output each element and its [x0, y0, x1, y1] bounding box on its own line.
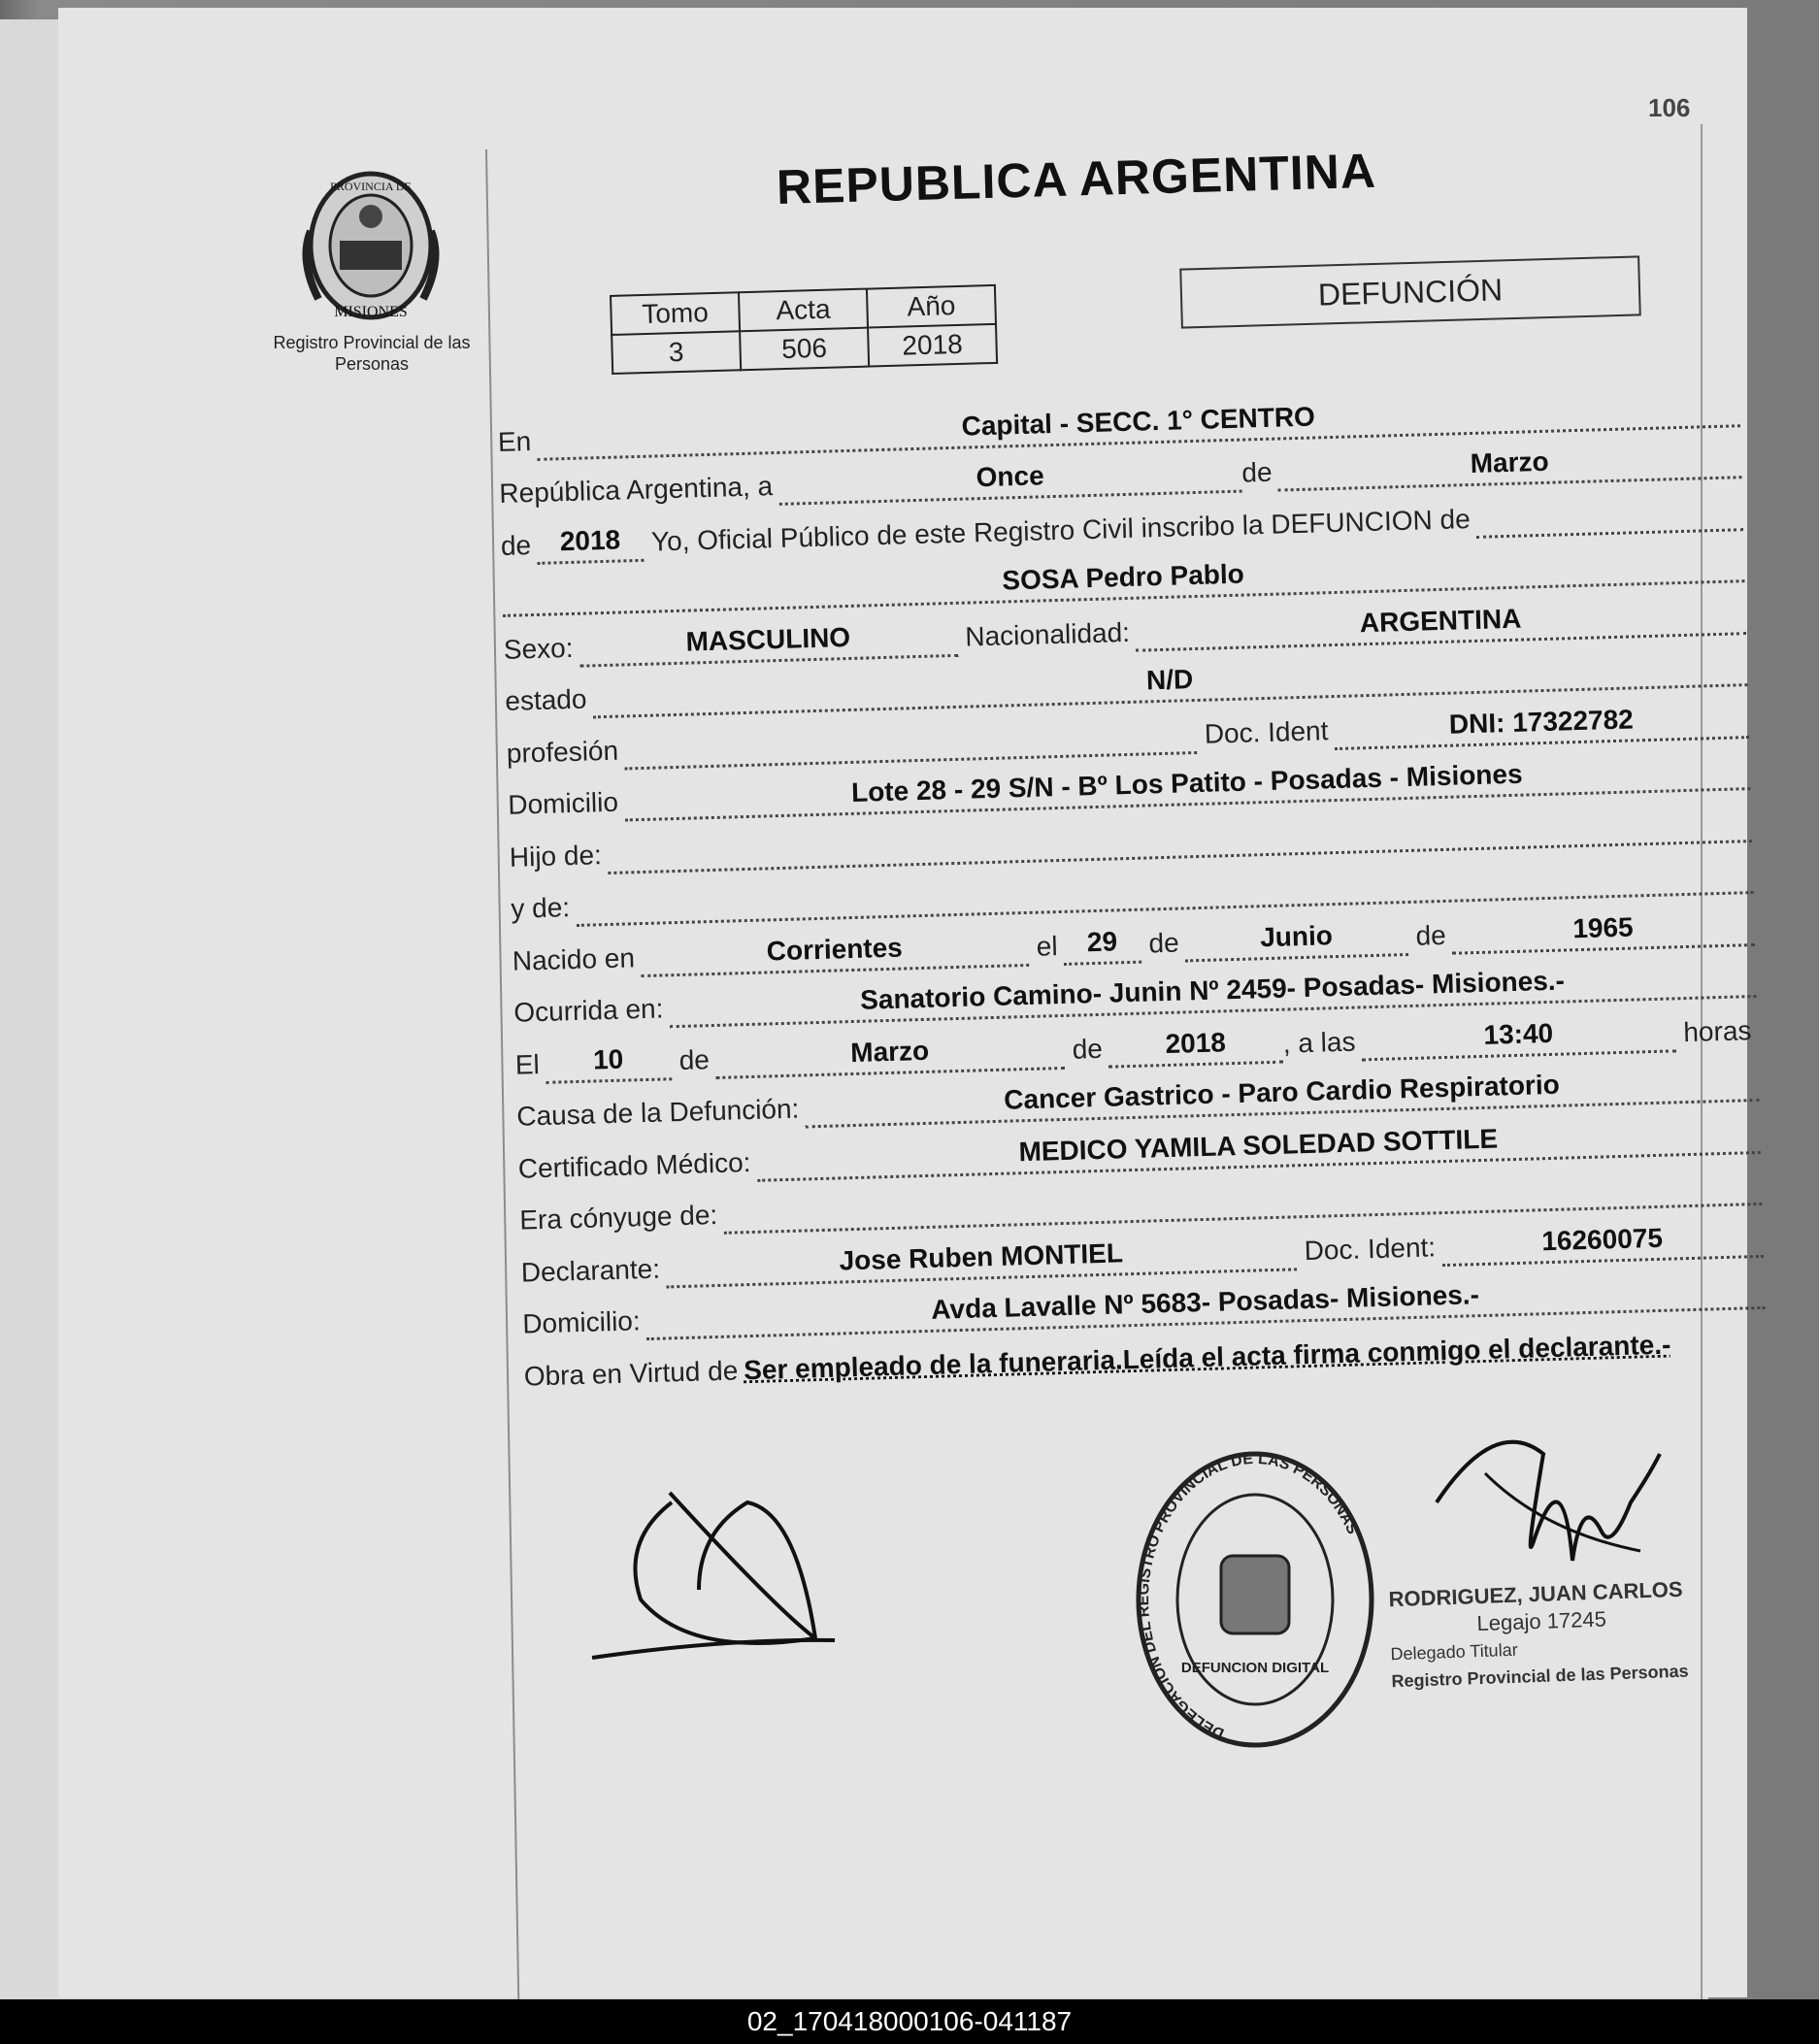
acta-value-tomo: 3 — [612, 331, 741, 374]
estado-value: N/D — [592, 648, 1748, 718]
document-type-box: DEFUNCIÓN — [1179, 255, 1641, 328]
sexo-value: MASCULINO — [579, 618, 958, 667]
page-title: REPUBLICA ARGENTINA — [776, 143, 1377, 214]
certificado-label: Certificado Médico: — [517, 1146, 751, 1184]
certificate-form — [497, 375, 1767, 1396]
nacido-value: Corrientes — [640, 928, 1029, 976]
official-name: RODRIGUEZ, JUAN CARLOS — [1388, 1576, 1684, 1612]
nac-dia: 29 — [1063, 925, 1141, 965]
mes-value: Marzo — [1277, 441, 1741, 491]
obra-value: Ser empleado de la funeraria.Leída el acta firma conmigo el declarante.- — [743, 1329, 1671, 1385]
de-label: de — [1240, 456, 1273, 488]
declarante-value: Jose Ruben MONTIEL — [665, 1233, 1297, 1288]
declarant-signature-icon — [582, 1473, 854, 1667]
file-id-footer: 02_170418000106-041187 — [0, 1999, 1819, 2044]
ocurrida-label: Ocurrida en: — [513, 993, 664, 1028]
svg-text:MISIONES: MISIONES — [334, 304, 408, 320]
de2-label: de — [500, 529, 532, 561]
registro-label: Registro Provincial de las Personas — [273, 333, 471, 374]
acta-table — [610, 284, 998, 375]
svg-text:DELEGACION DEL REGISTRO PROVIN: DELEGACION DEL REGISTRO PROVINCIAL DE LAS PERSONAS — [1136, 1450, 1361, 1742]
nacionalidad-label: Nacionalidad: — [964, 616, 1131, 652]
decl-doc-label: Doc. Ident: — [1304, 1231, 1437, 1266]
nacionalidad-value: ARGENTINA — [1135, 597, 1746, 652]
official-cargo: Delegado Titular — [1390, 1639, 1518, 1665]
en-value: Capital - SECC. 1° CENTRO — [537, 389, 1740, 461]
acta-header-acta: Acta — [739, 289, 868, 332]
el-label: el — [1036, 930, 1058, 962]
nac-de-label: de — [1148, 927, 1180, 958]
official-legajo: Legajo 17245 — [1476, 1606, 1607, 1636]
certificado-value: MEDICO YAMILA SOLEDAD SOTTILE — [756, 1115, 1761, 1181]
misiones-emblem-icon — [293, 163, 448, 328]
nac-de2-label: de — [1415, 919, 1447, 951]
official-stamp — [1388, 1574, 1741, 1695]
official-signature-icon — [1427, 1415, 1679, 1599]
svg-text:DEFUNCION DIGITAL: DEFUNCION DIGITAL — [1180, 1660, 1330, 1676]
nac-anio: 1965 — [1451, 908, 1755, 955]
nac-mes: Junio — [1184, 918, 1408, 962]
republica-label: República Argentina, a — [498, 471, 774, 509]
ocurrida-value: Sanatorio Camino- Junin Nº 2459- Posadas- Misiones.- — [669, 960, 1757, 1028]
domicilio2-value: Avda Lavalle Nº 5683- Posadas- Misiones.- — [645, 1271, 1765, 1340]
def-de2-label: de — [1072, 1033, 1104, 1065]
svg-text:PROVINCIA DE: PROVINCIA DE — [330, 180, 412, 193]
folio-number: 106 — [1648, 93, 1691, 122]
domicilio2-label: Domicilio: — [521, 1305, 642, 1339]
acta-value-acta: 506 — [740, 328, 869, 371]
yde-label: y de: — [510, 892, 571, 924]
domicilio-label: Domicilio — [507, 786, 619, 820]
declarante-label: Declarante: — [520, 1253, 661, 1288]
def-de-label: de — [678, 1043, 711, 1075]
profesion-label: profesión — [506, 735, 619, 769]
certificate-page — [58, 8, 1752, 1997]
docident-value: DNI: 17322782 — [1334, 701, 1749, 750]
sexo-label: Sexo: — [503, 632, 574, 665]
obra-label: Obra en Virtud de — [523, 1354, 739, 1392]
alas-label: , a las — [1282, 1026, 1356, 1059]
def-mes: Marzo — [714, 1031, 1065, 1078]
official-registro: Registro Provincial de las Personas — [1391, 1661, 1689, 1692]
def-hora: 13:40 — [1361, 1014, 1676, 1061]
hijo-label: Hijo de: — [509, 839, 603, 873]
def-anio: 2018 — [1108, 1025, 1283, 1068]
causa-value: Cancer Gastrico - Paro Cardio Respiratorio — [805, 1064, 1760, 1128]
acta-header-anio: Año — [867, 285, 996, 328]
acta-value-anio: 2018 — [868, 324, 997, 367]
domicilio-value: Lote 28 - 29 S/N - Bº Los Patito - Posadas - Misiones — [623, 752, 1750, 821]
causa-label: Causa de la Defunción: — [515, 1093, 800, 1132]
estado-label: estado — [504, 683, 587, 716]
docident-label: Doc. Ident — [1204, 714, 1329, 749]
conyuge-label: Era cónyuge de: — [518, 1199, 718, 1236]
registro-round-stamp-icon — [1124, 1444, 1386, 1755]
def-dia: 10 — [545, 1042, 672, 1084]
anio-value: 2018 — [537, 523, 645, 564]
el2-label: El — [514, 1048, 541, 1080]
nacido-label: Nacido en — [512, 941, 636, 976]
dia-value: Once — [778, 455, 1242, 506]
acta-header-tomo: Tomo — [611, 292, 740, 335]
horas-label: horas — [1682, 1014, 1752, 1047]
decl-doc-value: 16260075 — [1441, 1219, 1764, 1266]
yo-text: Yo, Oficial Público de este Registro Civil inscribo la DEFUNCION de — [650, 503, 1472, 557]
en-label: En — [497, 425, 532, 457]
nombre-value: SOSA Pedro Pablo — [502, 544, 1745, 617]
